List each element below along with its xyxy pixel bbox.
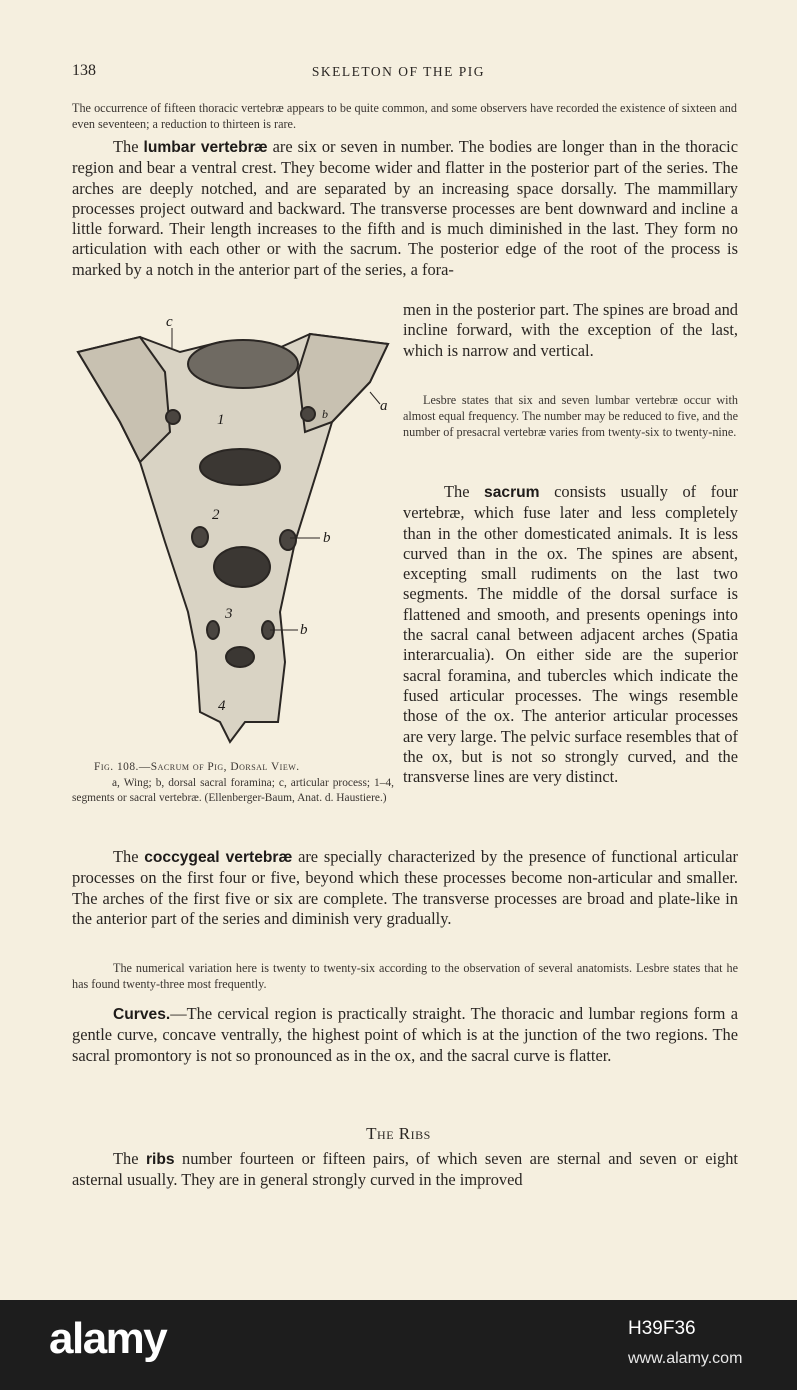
fig-label-b2: b <box>323 530 331 546</box>
alamy-logo: alamy <box>49 1314 167 1363</box>
figure-caption <box>72 760 394 807</box>
sacrum-illustration <box>70 312 400 752</box>
leader-a <box>370 392 380 404</box>
sacrum-text: consists usually of four vertebræ, which fuse later and less completely than in the other domesticated animals. It is less curved than in the ox. The spines are absent, excepting small rudiments on the last two segments. The middle of the dorsal surface is flattened and smooth, and presents openings into the sacral canal between adjacent arches (Spatia interarcualia). On either side are the superior sacral foramina, and tubercles which indicate the fused articular processes. The wings resemble those of the ox. The anterior articular processes are very large. The pelvic surface resembles that of the ox, but is not so strongly curved, and the transverse lines are very distinct. <box>403 482 738 787</box>
lumbar-term: lumbar vertebræ <box>143 139 268 156</box>
sacrum-drawing <box>78 334 388 742</box>
foramen-left-3 <box>207 621 219 639</box>
coccygeal-term: coccygeal vertebræ <box>144 849 293 866</box>
stock-footer <box>0 1300 797 1390</box>
fig-label-2: 2 <box>212 507 220 523</box>
running-title: SKELETON OF THE PIG <box>311 64 486 79</box>
coccygeal-text: are specially characterized by the presence of functional articular processes on the first four or five, beyond which these processes become non-articular and smaller. The arches of the first five or six are complete. The transverse processes are broad and plate-like in the anterior part of the series and diminish very gradually. <box>72 847 738 928</box>
fig-label-b3: b <box>300 622 308 638</box>
image-id: H39F36 <box>628 1318 696 1339</box>
coccygeal-lead: The <box>113 847 139 866</box>
fig-label-1: 1 <box>217 412 225 428</box>
page-number: 138 <box>72 62 96 79</box>
caption-body: a, Wing; b, dorsal sacral foramina; c, articular process; 1–4, segments or sacral vertebræ. (Ellenberger-Baum, Anat. d. Haustiere.) <box>72 776 394 804</box>
foramen-right-2 <box>280 530 296 550</box>
third-vertebra-arch <box>226 647 254 667</box>
second-vertebra-arch <box>214 547 270 587</box>
coccygeal-paragraph <box>72 847 738 929</box>
fig-label-3: 3 <box>225 606 233 622</box>
ribs-term: ribs <box>145 1151 175 1168</box>
intro-note: The occurrence of fifteen thoracic vertebræ appears to be quite common, and some observers have recorded the existence of sixteen and even seventeen; a reduction to thirteen is rare. <box>72 101 737 131</box>
curves-text: —The cervical region is practically straight. The thoracic and lumbar regions form a gentle curve, concave ventrally, the highest point of which is at the junction of the two regions. The sacral promontory is not so pronounced as in the ox, and the sacral curve is flatter. <box>72 1004 738 1065</box>
ribs-paragraph <box>72 1149 738 1191</box>
lumbar-note: Lesbre states that six and seven lumbar vertebræ occur with almost equal frequency. The number may be reduced to five, and the number of presacral vertebræ varies from twenty-six to twenty-nine. <box>403 393 738 439</box>
ribs-lead: The <box>113 1149 139 1168</box>
fig-label-c: c <box>166 314 173 330</box>
lumbar-continuation: men in the posterior part. The spines are broad and incline forward, with the exception of the last, which is narrow and vertical. <box>403 300 738 360</box>
curves-paragraph <box>72 1004 738 1066</box>
caption-title: Fig. 108.—Sacrum of Pig, Dorsal View. <box>94 761 300 773</box>
sacrum-term: sacrum <box>484 484 540 501</box>
ribs-text: number fourteen or fifteen pairs, of which seven are sternal and seven or eight asternal usually. They are in general strongly curved in the improved <box>72 1149 738 1190</box>
curves-term: Curves. <box>113 1006 171 1023</box>
sacrum-lead: The <box>444 482 470 501</box>
first-vertebra-body <box>188 340 298 388</box>
coccygeal-note: The numerical variation here is twenty to twenty-six according to the observation of several anatomists. Lesbre states that he has found twenty-three most frequently. <box>72 961 738 991</box>
footer-url: www.alamy.com <box>628 1350 743 1367</box>
foramen-left-2 <box>192 527 208 547</box>
lumbar-lead: The <box>113 137 139 156</box>
first-vertebra-arch <box>200 449 280 485</box>
sacrum-paragraph <box>403 482 738 787</box>
fig-label-4: 4 <box>218 698 226 714</box>
foramen-right-1 <box>301 407 315 421</box>
lumbar-text: are six or seven in number. The bodies are longer than in the thoracic region and bear a ventral crest. They become wider and flatter in the posterior part of the series. The arches are deeply notched, and are separated by an increasing space dorsally. The mammillary processes project outward and backward. The transverse processes are bent downward and incline a little forward. Their length increases to the fifth and is much diminished in the last. They form no articulation with each other or with the sacrum. The posterior edge of the root of the process is marked by a notch in the anterior part of the series, a fora- <box>72 137 739 279</box>
foramen-left-1 <box>166 410 180 424</box>
fig-label-b1: b <box>322 407 328 421</box>
ribs-heading: The Ribs <box>366 1124 431 1143</box>
lumbar-paragraph <box>72 137 738 280</box>
fig-label-a: a <box>380 398 388 414</box>
